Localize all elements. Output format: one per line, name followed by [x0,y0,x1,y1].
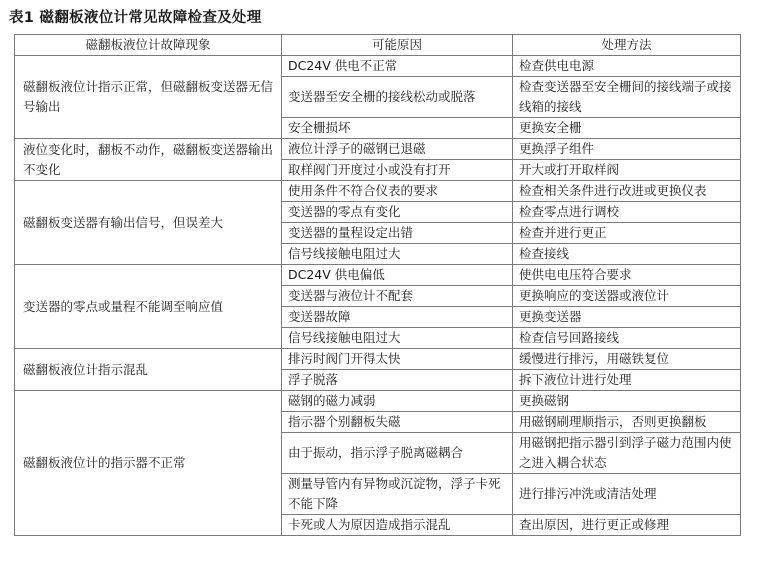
action-cell: 用磁钢刷理顺指示，否则更换翻板 [513,412,741,433]
header-action: 处理方法 [513,35,741,56]
cause-cell: 测量导管内有异物或沉淀物，浮子卡死不能下降 [282,474,513,515]
action-cell: 拆下液位计进行处理 [513,370,741,391]
action-cell: 检查变送器至安全栅间的接线端子或接线箱的接线 [513,77,741,118]
cause-cell: 取样阀门开度过小或没有打开 [282,160,513,181]
action-cell: 检查信号回路接线 [513,328,741,349]
cause-cell: 变送器的量程设定出错 [282,223,513,244]
cause-cell: DC24V 供电不正常 [282,56,513,77]
cause-cell: 信号线接触电阻过大 [282,244,513,265]
table-row [15,391,741,412]
action-cell: 检查相关条件进行改进或更换仪表 [513,181,741,202]
action-cell: 更换变送器 [513,307,741,328]
table-row [15,56,741,77]
action-cell: 进行排污冲洗或清洁处理 [513,474,741,515]
cause-cell: 指示器个别翻板失磁 [282,412,513,433]
action-cell: 更换浮子组件 [513,139,741,160]
header-cause: 可能原因 [282,35,513,56]
symptom-cell: 磁翻板液位计的指示器不正常 [15,391,282,536]
table-row [15,139,741,160]
action-cell: 更换磁钢 [513,391,741,412]
symptom-cell: 磁翻板液位计指示正常，但磁翻板变送器无信号输出 [15,56,282,139]
action-cell: 检查接线 [513,244,741,265]
fault-table [14,34,741,536]
symptom-cell: 磁翻板液位计指示混乱 [15,349,282,391]
action-cell: 检查零点进行调校 [513,202,741,223]
header-symptom: 磁翻板液位计故障现象 [15,35,282,56]
cause-cell: 液位计浮子的磁钢已退磁 [282,139,513,160]
symptom-cell: 磁翻板变送器有输出信号，但误差大 [15,181,282,265]
cause-cell: 变送器故障 [282,307,513,328]
cause-cell: 使用条件不符合仪表的要求 [282,181,513,202]
action-cell: 更换响应的变送器或液位计 [513,286,741,307]
action-cell: 使供电电压符合要求 [513,265,741,286]
symptom-cell: 液位变化时，翻板不动作，磁翻板变送器输出不变化 [15,139,282,181]
symptom-cell: 变送器的零点或量程不能调至响应值 [15,265,282,349]
cause-cell: 变送器与液位计不配套 [282,286,513,307]
action-cell: 检查供电电源 [513,56,741,77]
cause-cell: 变送器的零点有变化 [282,202,513,223]
cause-cell: 信号线接触电阻过大 [282,328,513,349]
action-cell: 用磁钢把指示器引到浮子磁力范围内使之进入耦合状态 [513,433,741,474]
table-row [15,349,741,370]
cause-cell: 浮子脱落 [282,370,513,391]
table-row [15,265,741,286]
cause-cell: 磁钢的磁力减弱 [282,391,513,412]
cause-cell: 排污时阀门开得太快 [282,349,513,370]
table-row [15,181,741,202]
cause-cell: DC24V 供电偏低 [282,265,513,286]
cause-cell: 变送器至安全栅的接线松动或脱落 [282,77,513,118]
header-row [15,35,741,56]
action-cell: 检查并进行更正 [513,223,741,244]
cause-cell: 卡死或人为原因造成指示混乱 [282,515,513,536]
cause-cell: 由于振动，指示浮子脱离磁耦合 [282,433,513,474]
cause-cell: 安全栅损坏 [282,118,513,139]
action-cell: 开大或打开取样阀 [513,160,741,181]
action-cell: 更换安全栅 [513,118,741,139]
action-cell: 缓慢进行排污，用磁铁复位 [513,349,741,370]
table-caption: 表1 磁翻板液位计常见故障检查及处理 [9,10,262,26]
action-cell: 查出原因，进行更正或修理 [513,515,741,536]
fault-table-body [15,56,741,536]
